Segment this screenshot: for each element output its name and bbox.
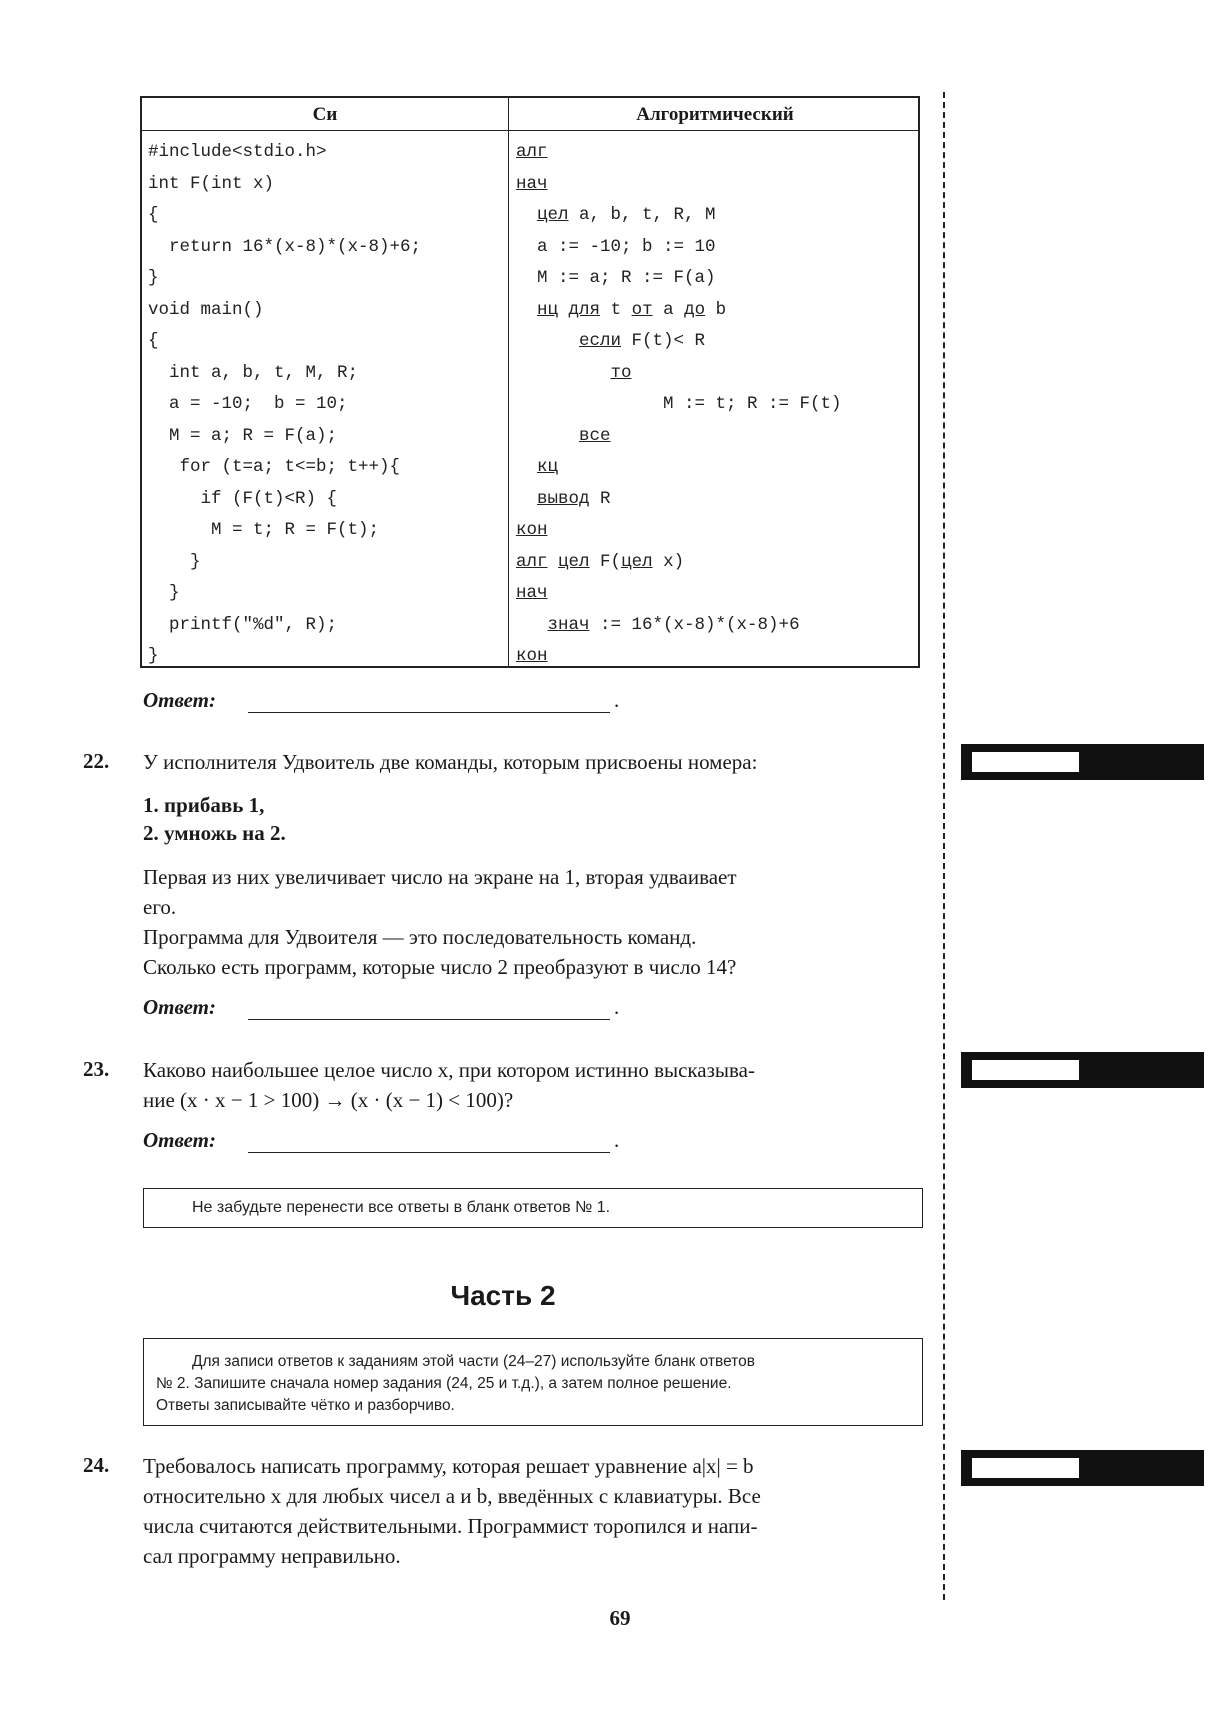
reminder-text: Не забудьте перенести все ответы в бланк ответов № 1.	[192, 1199, 611, 1216]
instructions-box	[143, 1338, 923, 1426]
q22-command-1: 1. прибавь 1,	[143, 793, 265, 817]
answer-line-21[interactable]	[248, 712, 610, 713]
c-code-line: }	[148, 646, 159, 666]
page-number: 69	[609, 1606, 631, 1630]
answer-code-field-22[interactable]	[972, 752, 1079, 772]
c-code-line: int F(int x)	[148, 173, 275, 194]
answer-code-field-24[interactable]	[972, 1458, 1079, 1478]
answer-dot-21: .	[614, 688, 620, 712]
c-code-line: }	[148, 551, 201, 572]
question-number-22: 22.	[83, 749, 110, 773]
c-code-line: if (F(t)<R) {	[148, 488, 338, 509]
q22-paragraph-1-line-2: его.	[143, 895, 177, 919]
c-code-line: M = t; R = F(t);	[148, 520, 380, 540]
c-code-line: {	[148, 205, 159, 225]
answer-code-box-23	[961, 1052, 1204, 1088]
q24-line-1: Требовалось написать программу, которая решает уравнение a|x| = b	[143, 1454, 754, 1478]
c-code-line: int a, b, t, M, R;	[148, 362, 359, 383]
answer-code-box-24	[961, 1450, 1204, 1486]
alg-code-line: нач	[516, 173, 548, 194]
alg-code-line: M := t; R := F(t)	[516, 394, 842, 414]
q24-line-2: относительно x для любых чисел a и b, введённых с клавиатуры. Все	[143, 1484, 761, 1508]
q23-line-1: Каково наибольшее целое число x, при котором истинно высказыва-	[143, 1058, 755, 1082]
q22-command-2: 2. умножь на 2.	[143, 821, 286, 845]
c-code-line: return 16*(x-8)*(x-8)+6;	[148, 236, 422, 257]
answer-label-21: Ответ:	[143, 688, 216, 712]
q22-intro: У исполнителя Удвоитель две команды, которым присвоены номера:	[143, 750, 758, 774]
alg-code-line: вывод R	[537, 488, 611, 509]
c-code-line: a = -10; b = 10;	[148, 394, 348, 414]
part-2-title: Часть 2	[450, 1280, 556, 1311]
code-table	[140, 96, 920, 668]
alg-code-line: кон	[516, 520, 548, 540]
c-code-line: #include<stdio.h>	[148, 142, 327, 162]
q22-paragraph-2: Программа для Удвоителя — это последовательность команд.	[143, 925, 697, 949]
alg-code-line: a := -10; b := 10	[516, 236, 716, 257]
question-number-24: 24.	[83, 1453, 110, 1477]
alg-code-line: цел a, b, t, R, M	[537, 205, 716, 225]
alg-code-line: нач	[516, 583, 548, 603]
c-code-line: M = a; R = F(a);	[148, 425, 338, 446]
alg-code-line: знач := 16*(x-8)*(x-8)+6	[547, 614, 800, 635]
alg-code-line: кон	[516, 646, 548, 666]
alg-code-line: M := a; R := F(a)	[516, 268, 716, 288]
instructions-line-1: Для записи ответов к заданиям этой части (24–27) используйте бланк ответов	[192, 1353, 755, 1370]
c-code-line: }	[148, 268, 159, 288]
alg-code-line: если F(t)< R	[579, 331, 706, 351]
c-column-header: Си	[312, 104, 338, 125]
q23-line-2: ние (x · x − 1 > 100) → (x · (x − 1) < 100)?	[143, 1088, 514, 1112]
reminder-box	[143, 1188, 923, 1228]
answer-line-22[interactable]	[248, 1019, 610, 1020]
c-code-line: for (t=a; t<=b; t++){	[148, 457, 401, 477]
answer-label-23: Ответ:	[143, 1128, 216, 1152]
table-header-line	[142, 130, 918, 131]
c-code-line: {	[148, 331, 159, 351]
answer-code-box-22	[961, 744, 1204, 780]
q22-paragraph-1-line-1: Первая из них увеличивает число на экране на 1, вторая удваивает	[143, 865, 737, 889]
answer-code-field-23[interactable]	[972, 1060, 1079, 1080]
q24-line-3: числа считаются действительными. Программист торопился и напи-	[143, 1514, 758, 1538]
answer-dot-23: .	[614, 1128, 620, 1152]
answer-dot-22: .	[614, 995, 620, 1019]
instructions-line-2: № 2. Запишите сначала номер задания (24, 25 и т.д.), а затем полное решение.	[156, 1375, 732, 1392]
alg-code-line: алг	[516, 142, 548, 162]
alg-code-line: кц	[537, 457, 559, 477]
alg-code-line: алг цел F(цел x)	[516, 551, 685, 572]
q24-line-4: сал программу неправильно.	[143, 1544, 401, 1568]
alg-code-line: нц для t от a до b	[537, 299, 727, 320]
instructions-line-3: Ответы записывайте чётко и разборчиво.	[156, 1397, 455, 1414]
alg-code-line: все	[579, 425, 611, 446]
alg-code-line: то	[610, 362, 632, 383]
question-number-23: 23.	[83, 1057, 110, 1081]
c-code-line: printf("%d", R);	[148, 614, 338, 635]
cut-line	[943, 92, 945, 1600]
table-column-divider	[508, 98, 509, 666]
answer-line-23[interactable]	[248, 1152, 610, 1153]
c-code-line: void main()	[148, 299, 264, 320]
q22-paragraph-3: Сколько есть программ, которые число 2 преобразуют в число 14?	[143, 955, 737, 979]
alg-column-header: Алгоритмический	[636, 104, 794, 125]
c-code-line: }	[148, 583, 180, 603]
answer-label-22: Ответ:	[143, 995, 216, 1019]
